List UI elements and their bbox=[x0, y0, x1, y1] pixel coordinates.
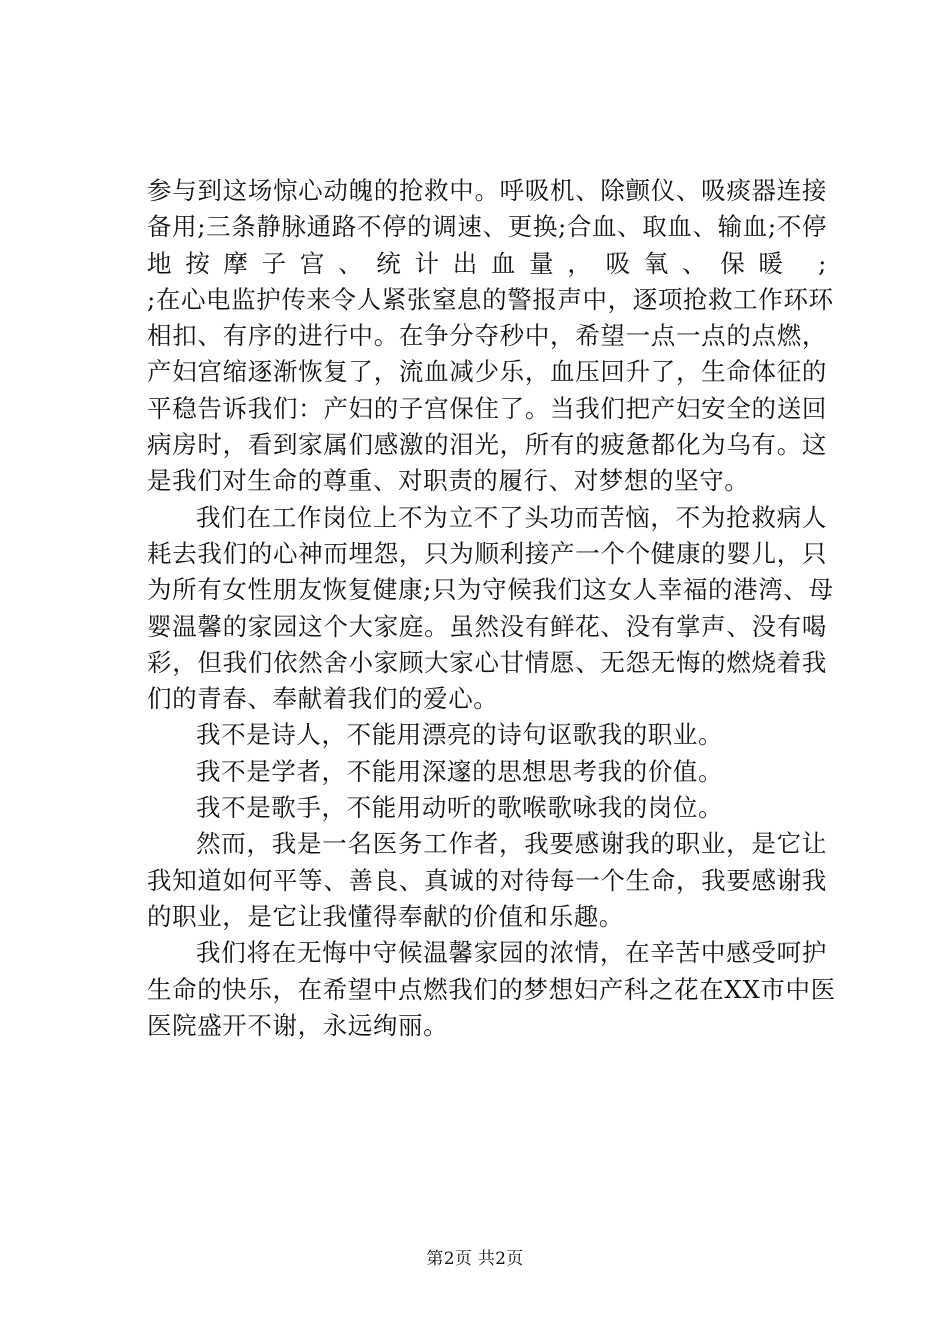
paragraph-p2 bbox=[147, 500, 834, 718]
text-line: 彩，但我们依然舍小家顾大家心甘情愿、无怨无悔的燃烧着我 bbox=[147, 647, 827, 677]
text-line: 我不是学者，不能用深邃的思想思考我的价值。 bbox=[196, 756, 724, 786]
paragraph-p5 bbox=[147, 790, 827, 826]
paragraph-p7 bbox=[147, 935, 836, 1044]
text-line: 们的青春、奉献着我们的爱心。 bbox=[147, 684, 499, 714]
text-line: 平稳告诉我们：产妇的子宫保住了。当我们把产妇安全的送回 bbox=[147, 393, 827, 423]
text-line: 是我们对生命的尊重、对职责的履行、对梦想的坚守。 bbox=[147, 466, 750, 496]
text-line: 参与到这场惊心动魄的抢救中。呼吸机、除颤仪、吸痰器连接 bbox=[147, 176, 827, 205]
text-line: 婴温馨的家园这个大家庭。虽然没有鲜花、没有掌声、没有喝 bbox=[147, 611, 827, 641]
paragraph-p3 bbox=[147, 717, 827, 753]
text-line: 医院盛开不谢，永远绚丽。 bbox=[147, 1010, 449, 1040]
text-line: 然而，我是一名医务工作者，我要感谢我的职业，是它让 bbox=[196, 829, 827, 859]
text-line: 我们在工作岗位上不为立不了头功而苦恼，不为抢救病人 bbox=[196, 502, 827, 532]
text-line: 的职业，是它让我懂得奉献的价值和乐趣。 bbox=[147, 901, 624, 931]
text-line: 耗去我们的心神而埋怨，只为顺利接产一个个健康的婴儿，只 bbox=[147, 538, 827, 568]
text-line: 为所有女性朋友恢复健康;只为守候我们这女人幸福的港湾、母 bbox=[147, 575, 834, 605]
page-footer: 第2页 共2页 bbox=[426, 1249, 524, 1269]
text-line: 备用;三条静脉通路不停的调速、更换;合血、取血、输血;不停 bbox=[147, 212, 827, 242]
paragraph-p6 bbox=[147, 826, 827, 935]
paragraph-p1 bbox=[147, 173, 834, 500]
text-line: 我不是歌手，不能用动听的歌喉歌咏我的岗位。 bbox=[196, 793, 724, 823]
text-line: 产妇宫缩逐渐恢复了，流血减少乐，血压回升了，生命体征的 bbox=[147, 357, 827, 387]
text-line: ;在心电监护传来令人紧张窒息的警报声中，逐项抢救工作环环 bbox=[147, 284, 834, 314]
text-line: 生命的快乐，在希望中点燃我们的梦想妇产科之花在XX市中医 bbox=[147, 974, 836, 1004]
document-body bbox=[147, 173, 836, 1044]
text-line: 我不是诗人，不能用漂亮的诗句讴歌我的职业。 bbox=[196, 720, 724, 750]
paragraph-p4 bbox=[147, 754, 827, 790]
text-line: 地按摩子宫、统计出血量，吸氧、保暖 ; bbox=[147, 248, 827, 278]
text-line: 病房时，看到家属们感激的泪光，所有的疲惫都化为乌有。这 bbox=[147, 430, 827, 460]
text-line: 我们将在无悔中守候温馨家园的浓情，在辛苦中感受呵护 bbox=[196, 938, 827, 968]
text-line: 相扣、有序的进行中。在争分夺秒中，希望一点一点的点燃， bbox=[147, 321, 827, 351]
text-line: 我知道如何平等、善良、真诚的对待每一个生命，我要感谢我 bbox=[147, 865, 827, 895]
